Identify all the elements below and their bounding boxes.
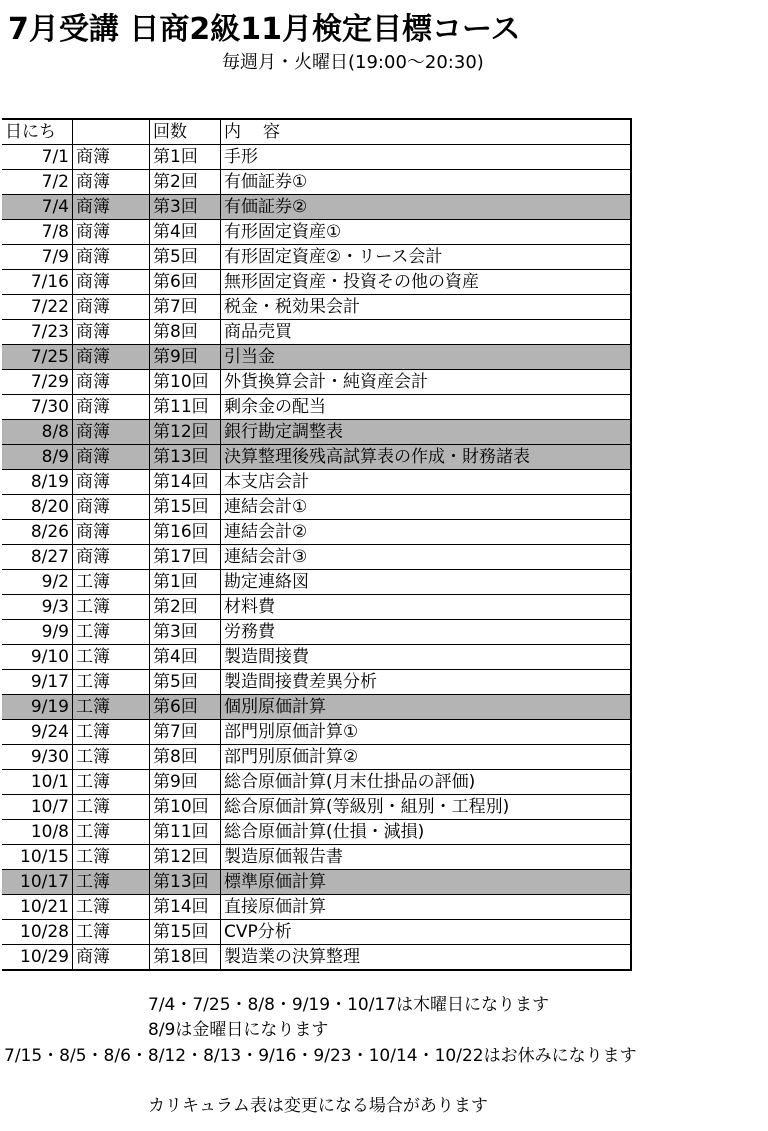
row-content: 総合原価計算(月末仕掛品の評価) — [221, 770, 632, 795]
row-content: 有形固定資産① — [221, 220, 632, 245]
row-date: 8/19 — [2, 470, 73, 495]
row-subject: 商簿 — [73, 395, 150, 420]
table-row — [2, 245, 631, 270]
row-session: 第5回 — [150, 670, 221, 695]
row-content: 有形固定資産②・リース会計 — [221, 245, 632, 270]
row-subject: 工簿 — [73, 720, 150, 745]
row-subject: 商簿 — [73, 945, 150, 971]
row-date: 7/8 — [2, 220, 73, 245]
row-subject: 商簿 — [73, 245, 150, 270]
table-row — [2, 395, 631, 420]
row-session: 第10回 — [150, 795, 221, 820]
row-session: 第16回 — [150, 520, 221, 545]
row-subject: 工簿 — [73, 870, 150, 895]
table-row — [2, 145, 631, 170]
row-date: 10/21 — [2, 895, 73, 920]
header-content: 内容 — [221, 119, 632, 145]
row-content: 手形 — [221, 145, 632, 170]
page-title: 7月受講 日商2級11月検定目標コース — [8, 12, 521, 47]
row-date: 7/25 — [2, 345, 73, 370]
row-content: 連結会計① — [221, 495, 632, 520]
row-session: 第10回 — [150, 370, 221, 395]
row-content: 無形固定資産・投資その他の資産 — [221, 270, 632, 295]
row-date: 10/8 — [2, 820, 73, 845]
table-row — [2, 895, 631, 920]
row-date: 9/30 — [2, 745, 73, 770]
table-row — [2, 820, 631, 845]
table-row — [2, 720, 631, 745]
row-session: 第11回 — [150, 820, 221, 845]
row-session: 第8回 — [150, 320, 221, 345]
row-session: 第3回 — [150, 620, 221, 645]
row-content: 部門別原価計算② — [221, 745, 632, 770]
row-date: 7/2 — [2, 170, 73, 195]
table-row — [2, 570, 631, 595]
row-content: 個別原価計算 — [221, 695, 632, 720]
row-subject: 商簿 — [73, 520, 150, 545]
row-content: 直接原価計算 — [221, 895, 632, 920]
row-content: 勘定連絡図 — [221, 570, 632, 595]
row-content: 総合原価計算(等級別・組別・工程別) — [221, 795, 632, 820]
row-subject: 工簿 — [73, 920, 150, 945]
row-session: 第8回 — [150, 745, 221, 770]
table-row — [2, 670, 631, 695]
row-date: 7/22 — [2, 295, 73, 320]
table-row — [2, 770, 631, 795]
row-session: 第13回 — [150, 445, 221, 470]
row-session: 第13回 — [150, 870, 221, 895]
row-subject: 商簿 — [73, 370, 150, 395]
table-row — [2, 945, 631, 971]
note-changes: カリキュラム表は変更になる場合があります — [148, 1096, 488, 1116]
row-content: 銀行勘定調整表 — [221, 420, 632, 445]
table-row — [2, 645, 631, 670]
row-content: 労務費 — [221, 620, 632, 645]
row-subject: 商簿 — [73, 270, 150, 295]
row-session: 第12回 — [150, 420, 221, 445]
row-content: 連結会計② — [221, 520, 632, 545]
row-session: 第5回 — [150, 245, 221, 270]
table-row — [2, 545, 631, 570]
row-content: 本支店会計 — [221, 470, 632, 495]
row-session: 第4回 — [150, 645, 221, 670]
row-date: 7/4 — [2, 195, 73, 220]
row-subject: 工簿 — [73, 620, 150, 645]
row-content: 決算整理後残高試算表の作成・財務諸表 — [221, 445, 632, 470]
row-content: 製造業の決算整理 — [221, 945, 632, 971]
row-subject: 工簿 — [73, 595, 150, 620]
table-row — [2, 445, 631, 470]
row-content: 材料費 — [221, 595, 632, 620]
row-session: 第6回 — [150, 695, 221, 720]
table-row — [2, 495, 631, 520]
row-subject: 工簿 — [73, 670, 150, 695]
row-session: 第18回 — [150, 945, 221, 971]
table-row — [2, 795, 631, 820]
table-row — [2, 295, 631, 320]
row-session: 第1回 — [150, 145, 221, 170]
table-row — [2, 870, 631, 895]
row-content: CVP分析 — [221, 920, 632, 945]
row-session: 第7回 — [150, 295, 221, 320]
row-subject: 工簿 — [73, 695, 150, 720]
row-subject: 工簿 — [73, 645, 150, 670]
table-row — [2, 920, 631, 945]
row-content: 部門別原価計算① — [221, 720, 632, 745]
header-subject — [73, 119, 150, 145]
row-date: 9/2 — [2, 570, 73, 595]
schedule-time: 毎週月・火曜日(19:00〜20:30) — [222, 52, 484, 73]
row-content: 有価証券① — [221, 170, 632, 195]
row-content: 税金・税効果会計 — [221, 295, 632, 320]
row-subject: 商簿 — [73, 320, 150, 345]
row-date: 9/9 — [2, 620, 73, 645]
row-subject: 商簿 — [73, 170, 150, 195]
table-row — [2, 420, 631, 445]
header-session: 回数 — [150, 119, 221, 145]
row-session: 第9回 — [150, 345, 221, 370]
row-content: 連結会計③ — [221, 545, 632, 570]
row-subject: 商簿 — [73, 345, 150, 370]
row-session: 第14回 — [150, 470, 221, 495]
row-date: 10/7 — [2, 795, 73, 820]
row-date: 10/1 — [2, 770, 73, 795]
table-row — [2, 195, 631, 220]
note-thursday: 7/4・7/25・8/8・9/19・10/17は木曜日になります — [148, 995, 550, 1015]
row-content: 有価証券② — [221, 195, 632, 220]
row-subject: 商簿 — [73, 420, 150, 445]
row-date: 10/29 — [2, 945, 73, 971]
table-header-row — [2, 119, 631, 145]
row-subject: 商簿 — [73, 220, 150, 245]
row-content: 製造間接費差異分析 — [221, 670, 632, 695]
row-subject: 工簿 — [73, 770, 150, 795]
row-session: 第17回 — [150, 545, 221, 570]
row-date: 7/29 — [2, 370, 73, 395]
row-content: 製造原価報告書 — [221, 845, 632, 870]
row-date: 9/24 — [2, 720, 73, 745]
row-subject: 工簿 — [73, 895, 150, 920]
row-date: 7/9 — [2, 245, 73, 270]
row-subject: 商簿 — [73, 470, 150, 495]
table-row — [2, 470, 631, 495]
row-session: 第2回 — [150, 170, 221, 195]
table-row — [2, 220, 631, 245]
row-date: 9/10 — [2, 645, 73, 670]
row-content: 外貨換算会計・純資産会計 — [221, 370, 632, 395]
table-row — [2, 520, 631, 545]
row-date: 9/19 — [2, 695, 73, 720]
row-session: 第6回 — [150, 270, 221, 295]
row-subject: 商簿 — [73, 495, 150, 520]
row-date: 9/17 — [2, 670, 73, 695]
table-row — [2, 320, 631, 345]
row-subject: 工簿 — [73, 845, 150, 870]
row-session: 第3回 — [150, 195, 221, 220]
row-subject: 商簿 — [73, 295, 150, 320]
table-row — [2, 745, 631, 770]
row-subject: 商簿 — [73, 445, 150, 470]
row-session: 第12回 — [150, 845, 221, 870]
table-row — [2, 345, 631, 370]
row-subject: 商簿 — [73, 145, 150, 170]
row-date: 10/28 — [2, 920, 73, 945]
row-date: 7/23 — [2, 320, 73, 345]
row-date: 10/17 — [2, 870, 73, 895]
row-date: 8/9 — [2, 445, 73, 470]
table-row — [2, 370, 631, 395]
row-session: 第14回 — [150, 895, 221, 920]
row-date: 8/27 — [2, 545, 73, 570]
schedule-table — [2, 118, 632, 971]
row-session: 第11回 — [150, 395, 221, 420]
row-subject: 工簿 — [73, 570, 150, 595]
note-holidays: 7/15・8/5・8/6・8/12・8/13・9/16・9/23・10/14・10/22はお休みになります — [4, 1046, 637, 1066]
row-date: 8/26 — [2, 520, 73, 545]
row-subject: 工簿 — [73, 745, 150, 770]
header-date: 日にち — [2, 119, 73, 145]
row-content: 商品売買 — [221, 320, 632, 345]
row-date: 10/15 — [2, 845, 73, 870]
row-content: 総合原価計算(仕損・減損) — [221, 820, 632, 845]
row-session: 第15回 — [150, 495, 221, 520]
row-session: 第1回 — [150, 570, 221, 595]
row-subject: 商簿 — [73, 195, 150, 220]
row-content: 製造間接費 — [221, 645, 632, 670]
row-content: 標準原価計算 — [221, 870, 632, 895]
row-date: 7/1 — [2, 145, 73, 170]
note-friday: 8/9は金曜日になります — [148, 1020, 329, 1040]
row-content: 剰余金の配当 — [221, 395, 632, 420]
row-date: 7/30 — [2, 395, 73, 420]
row-date: 8/8 — [2, 420, 73, 445]
row-subject: 商簿 — [73, 545, 150, 570]
table-row — [2, 170, 631, 195]
row-session: 第2回 — [150, 595, 221, 620]
row-session: 第9回 — [150, 770, 221, 795]
row-subject: 工簿 — [73, 820, 150, 845]
row-date: 9/3 — [2, 595, 73, 620]
row-content: 引当金 — [221, 345, 632, 370]
row-date: 8/20 — [2, 495, 73, 520]
row-date: 7/16 — [2, 270, 73, 295]
table-row — [2, 595, 631, 620]
row-session: 第7回 — [150, 720, 221, 745]
table-row — [2, 845, 631, 870]
table-row — [2, 695, 631, 720]
table-row — [2, 620, 631, 645]
row-subject: 工簿 — [73, 795, 150, 820]
row-session: 第4回 — [150, 220, 221, 245]
table-row — [2, 270, 631, 295]
row-session: 第15回 — [150, 920, 221, 945]
